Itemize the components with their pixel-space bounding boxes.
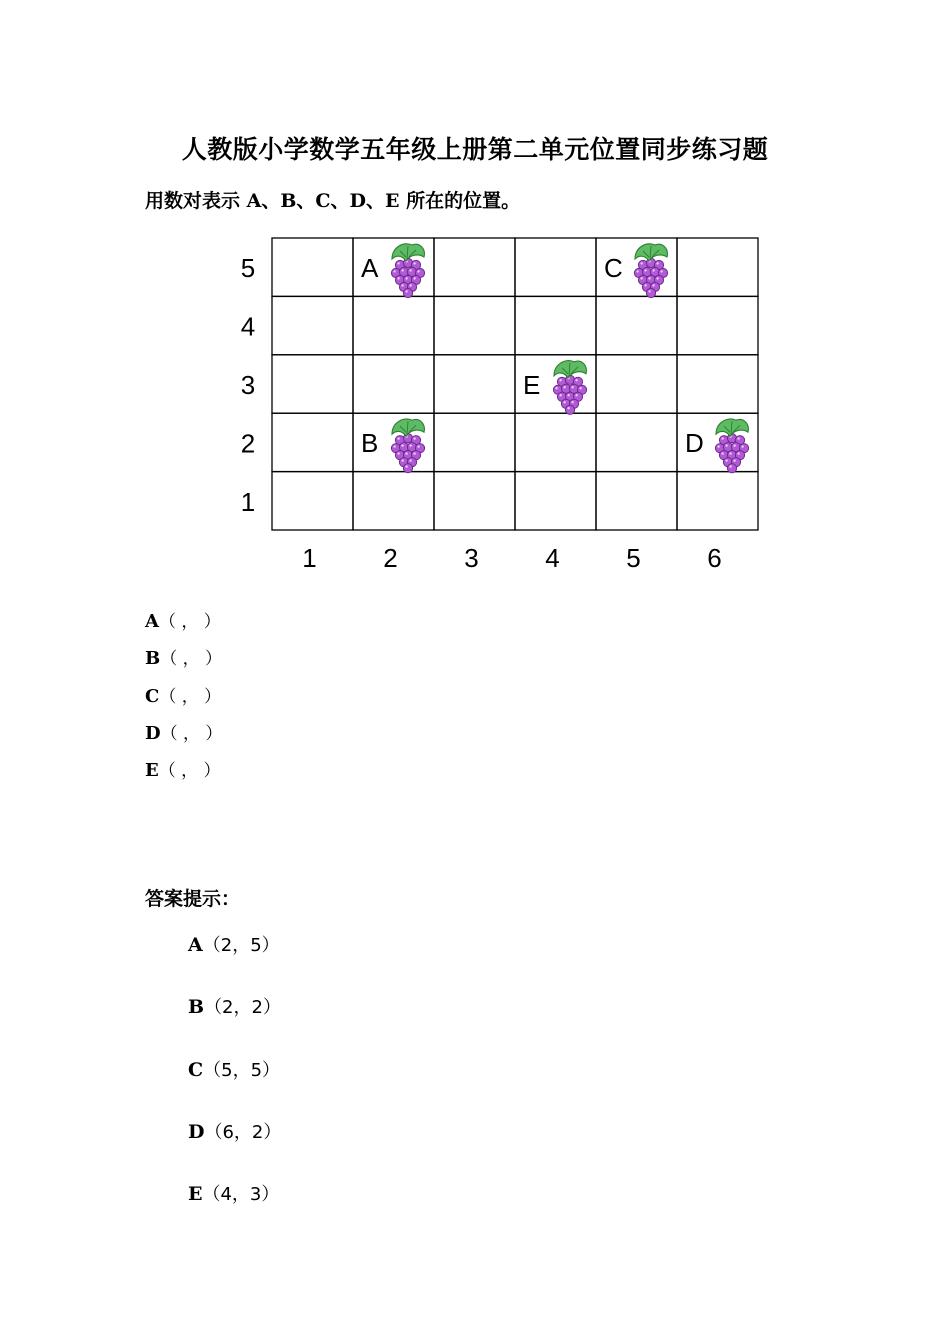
answer-heading: 答案提示： <box>145 888 241 910</box>
grid-cell <box>272 472 353 530</box>
grape-icon <box>634 244 667 298</box>
answer-value: （6，2） <box>204 1121 282 1143</box>
grid-cell <box>353 296 434 354</box>
grid-cell <box>515 413 596 471</box>
page-title: 人教版小学数学五年级上册第二单元位置同步练习题 <box>181 135 769 164</box>
question-letter: C <box>145 685 160 707</box>
question-letter: B <box>145 648 161 670</box>
grape-icon <box>391 244 424 298</box>
answer-letter: A <box>188 934 203 956</box>
grid-cell <box>353 355 434 413</box>
answer-item <box>188 1056 281 1118</box>
point-label: E <box>523 369 541 400</box>
answer-letter: C <box>188 1058 204 1081</box>
question-letter: E <box>145 760 159 782</box>
point-label: D <box>685 428 704 459</box>
answer-value: （5，5） <box>203 1059 281 1081</box>
question-item <box>145 721 222 758</box>
question-item <box>145 646 222 683</box>
grid-cell <box>434 413 515 471</box>
grid-cell <box>272 413 353 471</box>
grid-cell <box>515 472 596 530</box>
question-letter: A <box>145 611 159 632</box>
row-label: 2 <box>240 428 256 459</box>
question-letter: D <box>145 722 161 744</box>
answer-item <box>188 993 281 1055</box>
question-item <box>145 609 222 646</box>
grid-cell <box>677 355 758 413</box>
grid-cell <box>434 296 515 354</box>
column-label: 3 <box>464 543 479 573</box>
grid-cell <box>596 296 677 354</box>
column-label: 6 <box>707 543 722 573</box>
grape-icon <box>391 419 424 473</box>
row-label: 3 <box>240 370 256 400</box>
grid-cell <box>677 296 758 354</box>
answer-value: （2，2） <box>204 997 281 1019</box>
grid-cell <box>677 238 758 296</box>
grid-cell <box>353 472 434 530</box>
question-item <box>145 684 222 721</box>
answer-blank[interactable]: （ ， ） <box>158 761 221 782</box>
answer-list <box>188 931 281 1242</box>
column-label: 1 <box>302 543 317 573</box>
question-list <box>145 609 222 795</box>
grape-icon <box>715 419 748 473</box>
answer-letter: E <box>188 1183 203 1206</box>
grid-cell <box>596 355 677 413</box>
answer-blank[interactable]: （ ， ） <box>160 723 223 744</box>
instruction-text: 用数对表示 A、B、C、D、E 所在的位置。 <box>145 190 521 212</box>
answer-letter: D <box>188 1120 205 1143</box>
answer-value: （4，3） <box>202 1184 280 1206</box>
row-label: 4 <box>240 311 256 342</box>
question-item <box>145 758 222 795</box>
answer-blank[interactable]: （ ， ） <box>160 649 223 670</box>
grid-cell <box>677 472 758 530</box>
grid-cell <box>272 355 353 413</box>
column-label: 5 <box>626 543 641 573</box>
grid-cell <box>272 238 353 296</box>
column-label: 4 <box>545 543 560 573</box>
point-label: A <box>361 253 379 283</box>
grid-cell <box>596 413 677 471</box>
point-label: C <box>604 253 623 283</box>
grid-cell <box>515 296 596 354</box>
grape-icon <box>553 361 586 415</box>
answer-value: （2，5） <box>202 935 280 956</box>
point-label: B <box>361 428 379 459</box>
row-label: 1 <box>240 486 256 517</box>
answer-item <box>188 1180 281 1242</box>
grid-cell <box>434 355 515 413</box>
grid-cell <box>434 472 515 530</box>
coordinate-grid <box>225 225 785 585</box>
grid-cell <box>596 472 677 530</box>
grid-cell <box>515 238 596 296</box>
answer-blank[interactable]: （ ， ） <box>158 612 221 632</box>
answer-letter: B <box>188 996 205 1019</box>
grid-cell <box>434 238 515 296</box>
grid-cell <box>272 296 353 354</box>
row-label: 5 <box>240 253 256 284</box>
column-label: 2 <box>383 543 398 573</box>
answer-item <box>188 931 281 993</box>
answer-blank[interactable]: （ ， ） <box>159 686 222 707</box>
answer-item <box>188 1118 281 1180</box>
